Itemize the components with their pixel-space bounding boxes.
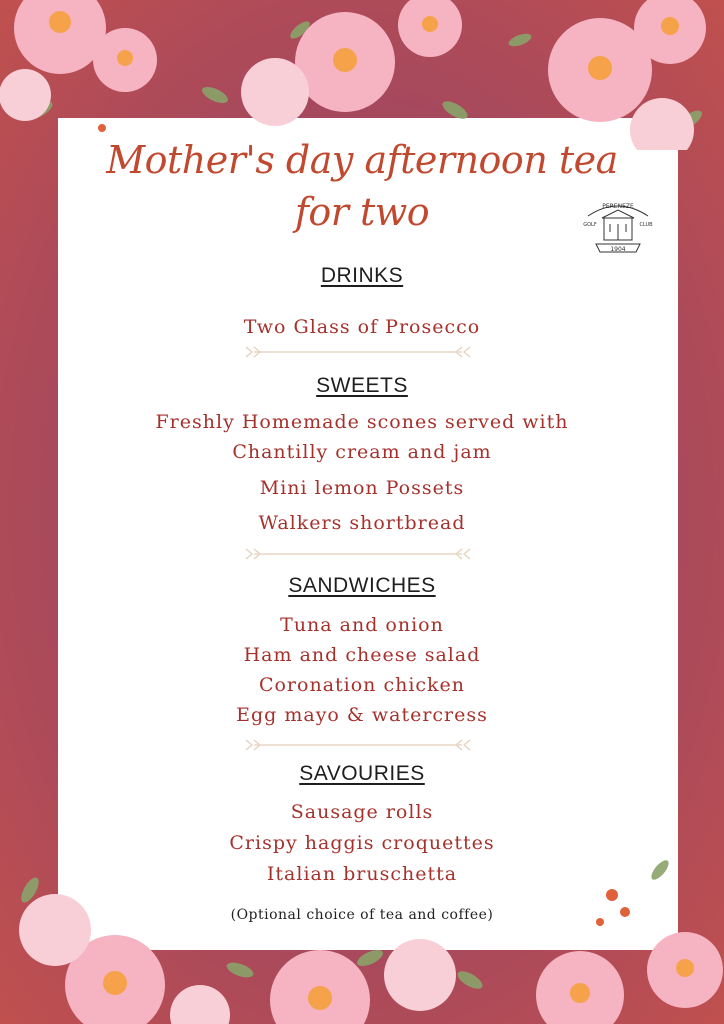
menu-item: Two Glass of Prosecco [243,316,481,338]
section-heading-savouries: SAVOURIES [299,762,425,785]
menu-note: (Optional choice of tea and coffee) [230,907,494,923]
divider-ornament [242,547,474,561]
menu-item: Mini lemon Possets [259,477,465,499]
clubhouse-icon [602,210,634,240]
menu-item: Tuna and onion [280,614,444,636]
menu-item: Freshly Homemade scones served with [155,411,569,433]
menu-item: Coronation chicken [258,674,466,696]
menu-item: Walkers shortbread [258,512,466,534]
menu-item: Ham and cheese salad [243,644,481,666]
divider-ornament [242,738,474,752]
menu-item: Crispy haggis croquettes [229,832,495,854]
logo-right-text: CLUB [639,222,653,228]
logo-left-text: GOLF [583,222,597,228]
section-heading-sandwiches: SANDWICHES [288,574,436,597]
menu-item: Italian bruschetta [266,863,458,885]
menu-item: Sausage rolls [290,801,434,823]
logo-top-text: PERENEZE [602,203,634,210]
logo-year: 1904 [610,246,626,253]
menu-item: Egg mayo & watercress [236,704,488,726]
golf-club-logo [582,196,654,258]
section-heading-sweets: SWEETS [316,374,408,397]
menu-item: Chantilly cream and jam [232,441,492,463]
section-heading-drinks: DRINKS [320,264,404,287]
menu-title-line-1: Mother's day afternoon tea [106,138,618,182]
menu-title-line-2: for two [294,190,430,234]
divider-ornament [242,345,474,359]
